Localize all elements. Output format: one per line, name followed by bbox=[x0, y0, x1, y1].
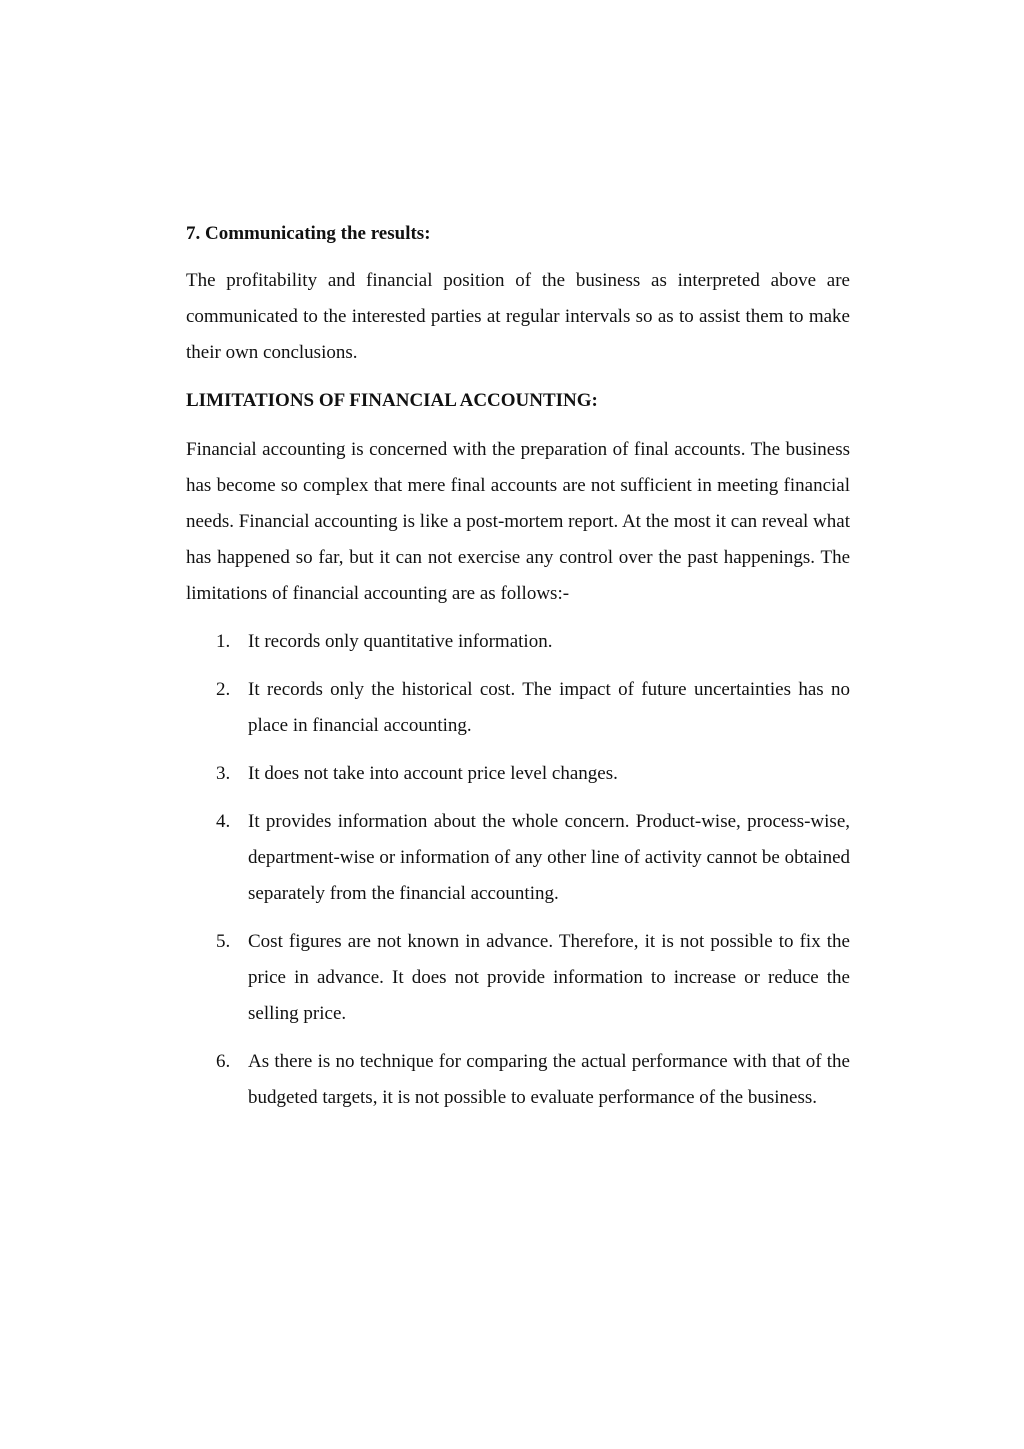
document-page bbox=[186, 218, 850, 1128]
section-heading: 7. Communicating the results: bbox=[186, 223, 431, 244]
list-item bbox=[186, 624, 850, 660]
list-item-number: 6. bbox=[216, 1051, 231, 1072]
list-item-text: It records only the historical cost. The impact of future uncertainties has no place in financial accounting. bbox=[248, 679, 850, 736]
list-item-number: 1. bbox=[216, 631, 231, 652]
list-item-text: As there is no technique for comparing the actual performance with that of the budgeted targets, it is not possible to evaluate performance of the business. bbox=[248, 1051, 850, 1108]
limitations-paragraph: Financial accounting is concerned with the preparation of final accounts. The business has become so complex that mere final accounts are not sufficient in meeting financial needs. Financial accounting is like a post-mortem report. At the most it can reveal what has happened so far, but it can not exercise any control over the past happenings. The limitations of financial accounting are as follows:- bbox=[186, 439, 850, 604]
limitations-list bbox=[186, 624, 850, 1116]
limitations-heading: LIMITATIONS OF FINANCIAL ACCOUNTING: bbox=[186, 390, 598, 411]
list-item-text: It does not take into account price level changes. bbox=[248, 763, 618, 784]
list-item-number: 3. bbox=[216, 763, 231, 784]
list-item bbox=[186, 672, 850, 744]
list-item-text: It provides information about the whole concern. Product-wise, process-wise, department-wise or information of any other line of activity cannot be obtained separately from the financial accounting. bbox=[248, 811, 850, 904]
list-item-number: 5. bbox=[216, 931, 231, 952]
list-item-number: 2. bbox=[216, 679, 231, 700]
list-item bbox=[186, 756, 850, 792]
list-item-number: 4. bbox=[216, 811, 231, 832]
list-item bbox=[186, 804, 850, 912]
list-item-text: It records only quantitative information. bbox=[248, 631, 553, 652]
list-item-text: Cost figures are not known in advance. Therefore, it is not possible to fix the price in advance. It does not provide information to increase or reduce the selling price. bbox=[248, 931, 850, 1024]
list-item bbox=[186, 924, 850, 1032]
section-paragraph: The profitability and financial position of the business as interpreted above are communicated to the interested parties at regular intervals so as to assist them to make their own conclusions. bbox=[186, 270, 850, 363]
list-item bbox=[186, 1044, 850, 1116]
